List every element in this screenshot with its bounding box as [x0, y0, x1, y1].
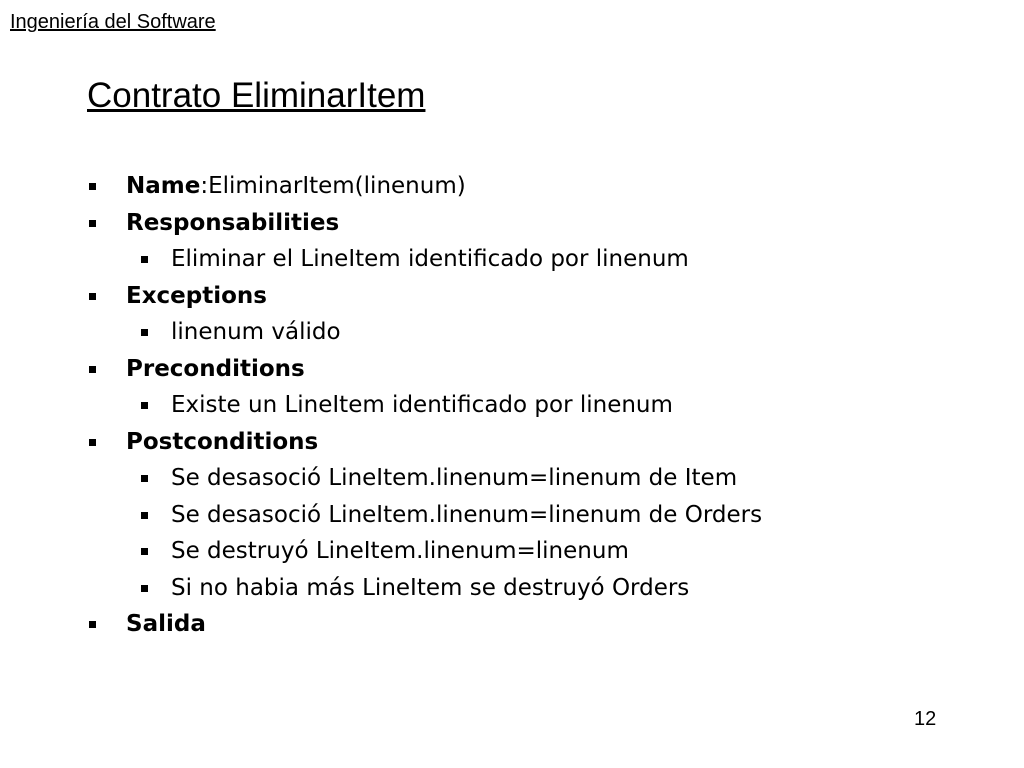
square-bullet-icon — [141, 256, 148, 263]
square-bullet-icon — [141, 548, 148, 555]
postconditions-item: Si no habia más LineItem se destruyó Orders — [171, 574, 690, 601]
square-bullet-icon — [89, 439, 96, 446]
postconditions-item: Se destruyó LineItem.linenum=linenum — [171, 538, 629, 564]
square-bullet-icon — [141, 512, 148, 519]
square-bullet-icon — [141, 329, 148, 336]
page-number: 12 — [914, 708, 937, 730]
slide-title: Contrato EliminarItem — [87, 76, 426, 115]
exceptions-label: Exceptions — [126, 282, 267, 309]
salida-label: Salida — [126, 611, 206, 637]
postconditions-label: Postconditions — [126, 428, 319, 455]
square-bullet-icon — [141, 585, 148, 592]
course-header: Ingeniería del Software — [10, 11, 216, 33]
square-bullet-icon — [89, 366, 96, 373]
responsabilities-label: Responsabilities — [126, 209, 340, 236]
name-label: Name — [126, 173, 201, 199]
responsabilities-item: Eliminar el LineItem identificado por linenum — [171, 246, 689, 272]
postconditions-item: Se desasoció LineItem.linenum=linenum de Item — [171, 465, 738, 491]
square-bullet-icon — [141, 402, 148, 409]
bullet-text — [126, 168, 466, 205]
square-bullet-icon — [89, 293, 96, 300]
square-bullet-icon — [89, 183, 96, 190]
square-bullet-icon — [141, 475, 148, 482]
postconditions-item: Se desasoció LineItem.linenum=linenum de Orders — [171, 501, 763, 528]
preconditions-label: Preconditions — [126, 355, 305, 382]
square-bullet-icon — [89, 621, 96, 628]
exceptions-item: linenum válido — [171, 319, 341, 345]
square-bullet-icon — [89, 220, 96, 227]
name-value: :EliminarItem(linenum) — [200, 173, 466, 199]
preconditions-item: Existe un LineItem identificado por linenum — [171, 392, 673, 418]
